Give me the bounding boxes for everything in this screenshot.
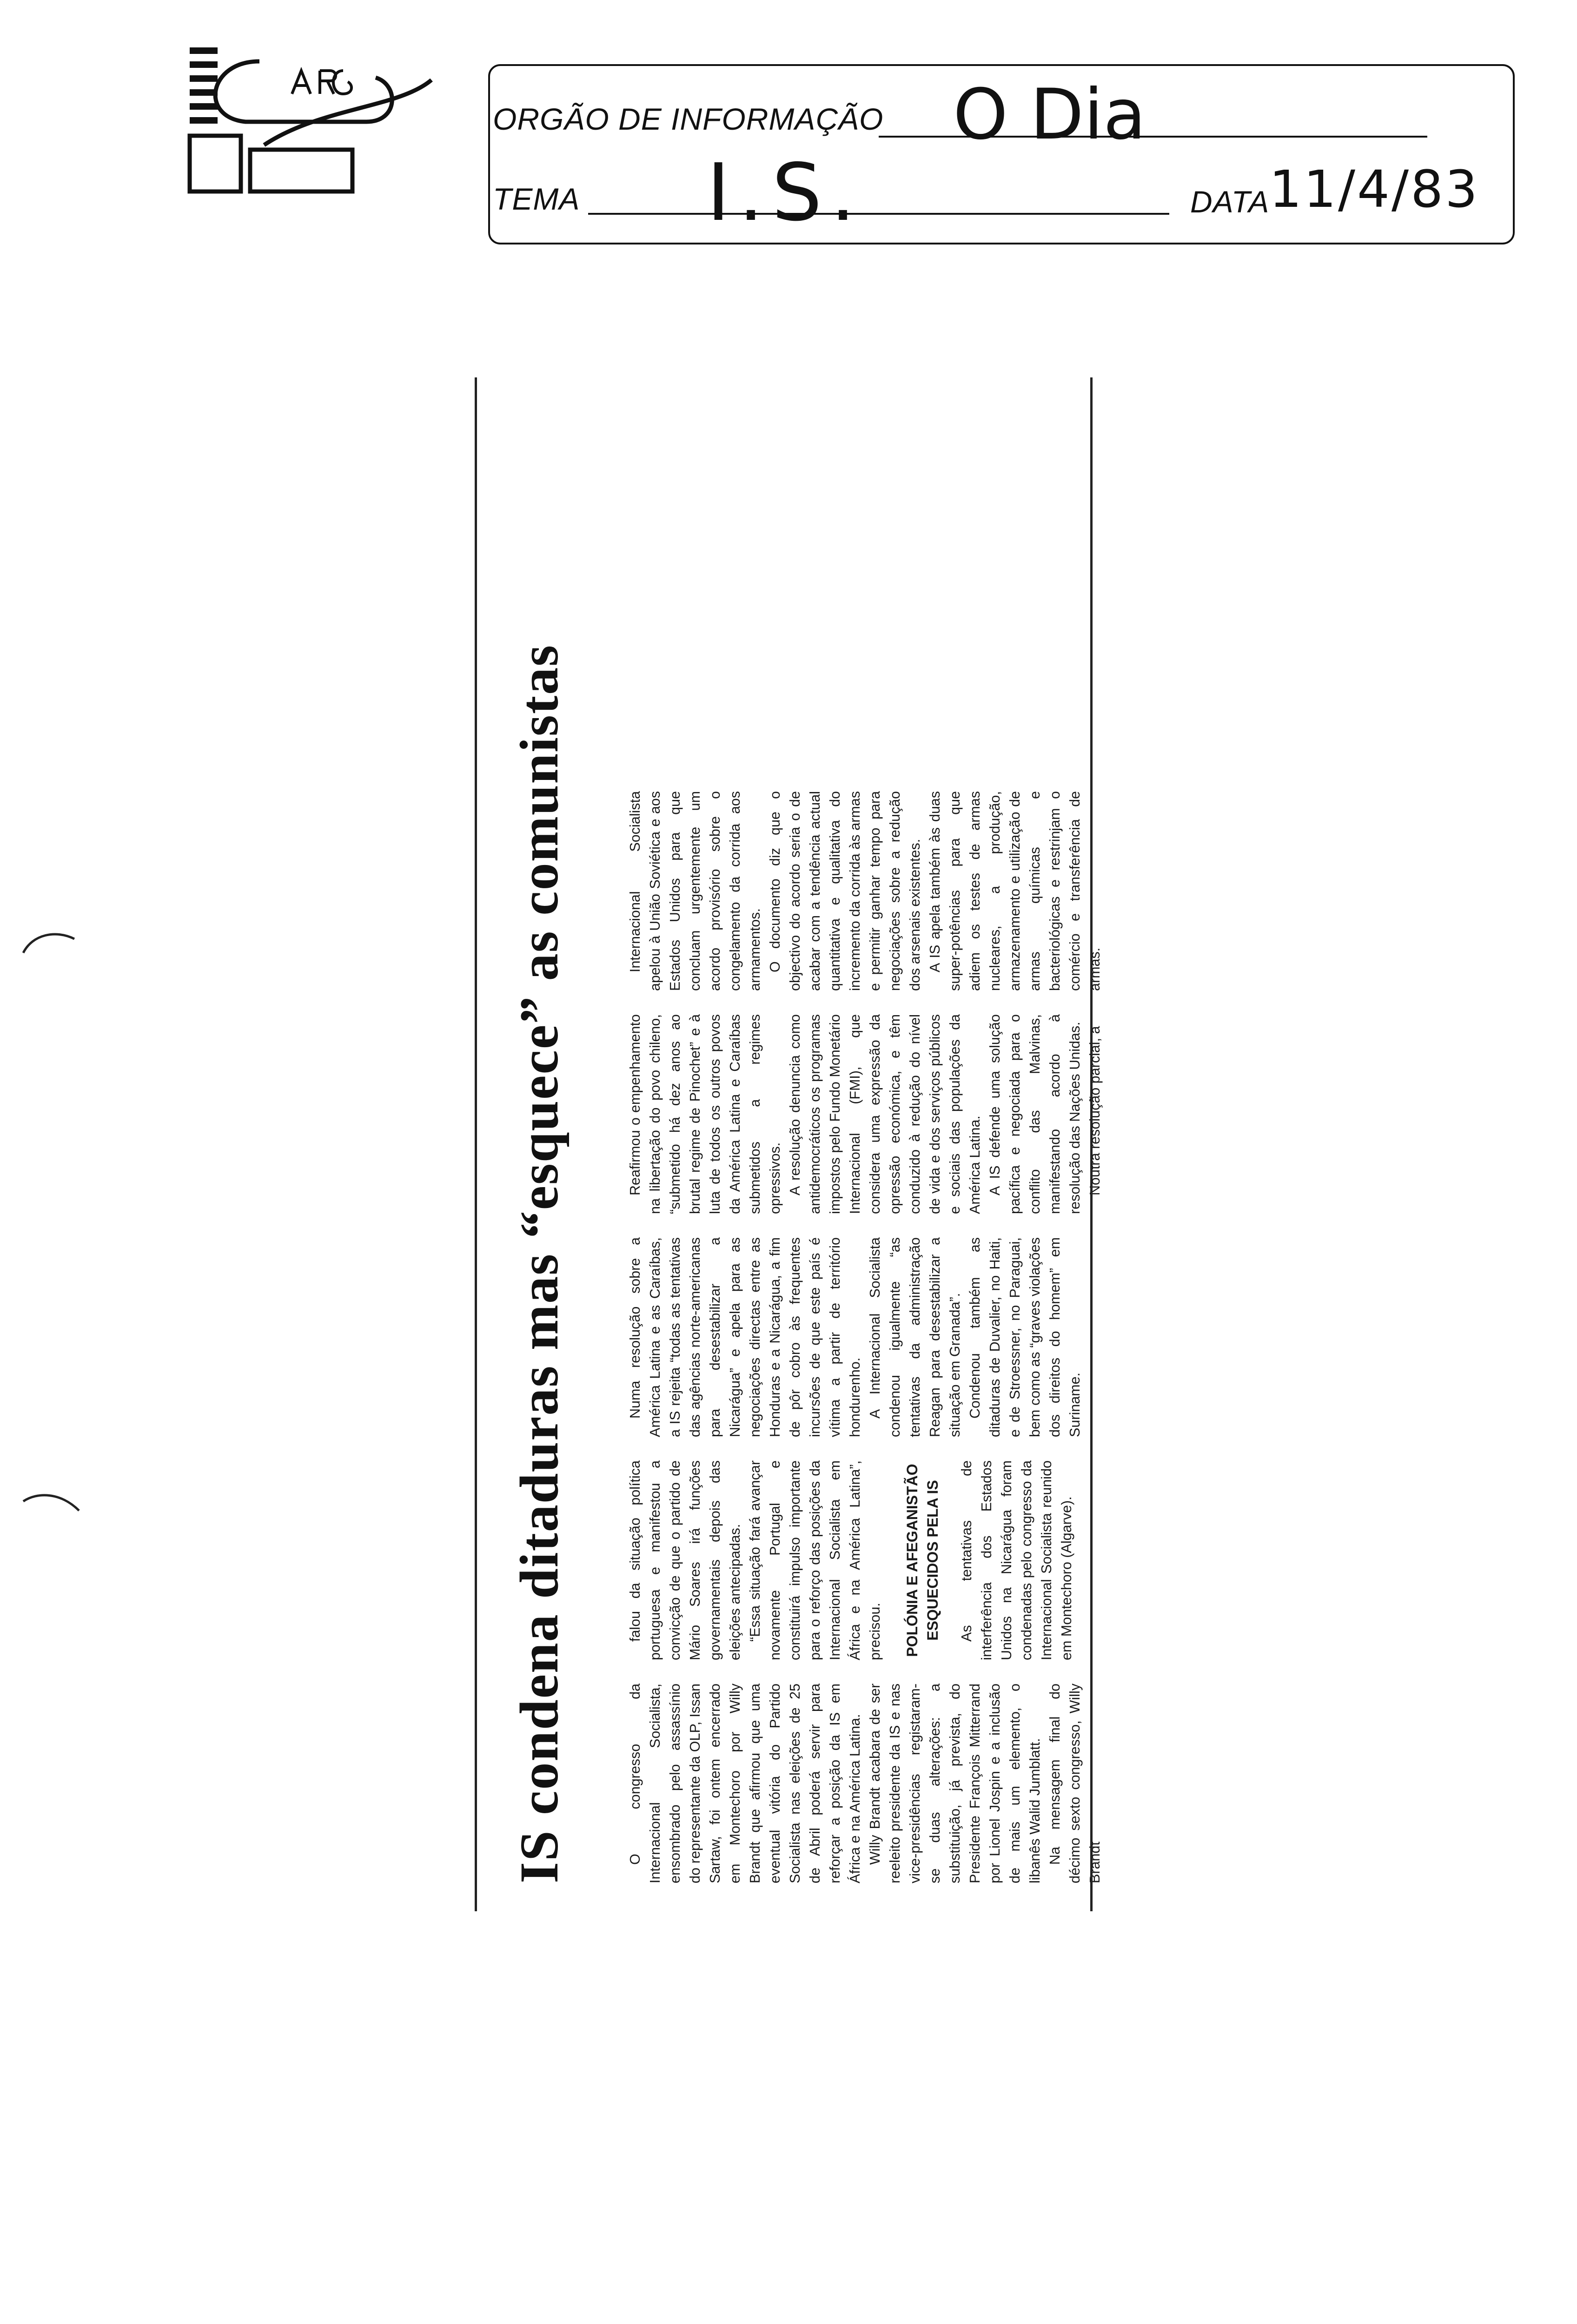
paragraph: Condenou também as ditaduras de Duvalier, no Haiti, e de Stroessner, no Paraguai, bem como as “graves violações dos direitos do homem” em Suriname.	[967, 1237, 1083, 1437]
paragraph: Willy Brandt acabara de ser reeleito presidente da IS e nas vice-presidências registaram-se duas alterações: a substituição, já prevista, do Presidente François Mitterrand por Lionel Jospin e a inclusão de mais um elemento, o libanês Walid Jumblatt.	[867, 1684, 1043, 1883]
tema-handwritten-value: I.S.	[707, 147, 864, 239]
paragraph: As tentativas de interferência dos Estados Unidos na Nicarágua foram condenadas pelo congresso da Internacional Socialista reunido em Montechoro (Algarve).	[959, 1460, 1074, 1660]
logo-bar	[190, 47, 218, 54]
column-5	[625, 791, 1105, 991]
paragraph: Numa resolução sobre a América Latina e as Caraíbas, a IS rejeita “todas as tentativas das agências norte-americanas para desestabilizar a Nicarágua” e apela para as negociações directas entre as Honduras e a Nicarágua, a fim de pôr cobro às frequentes incursões de que este país é vítima a partir de território hondurenho.	[627, 1237, 863, 1437]
logo-box	[250, 150, 352, 191]
column-2	[625, 1460, 1077, 1660]
column-3	[625, 1237, 1085, 1437]
paragraph: Noutra resolução parcial, a	[1087, 1026, 1103, 1195]
paragraph: Na mensagem final do décimo sexto congresso, Willy Brandt	[1047, 1684, 1103, 1883]
date-handwritten-value: 11/4/83	[1269, 159, 1480, 219]
paragraph: falou da situação política portuguesa e manifestou a convicção de que o partido de Mário Soares irá funções governamentais depois das eleições antecipadas.	[627, 1460, 743, 1660]
tema-line	[588, 213, 1169, 215]
column-4	[625, 1014, 1105, 1214]
logo-letter	[292, 71, 311, 94]
logo-arc	[264, 80, 431, 145]
tema-label: TEMA	[493, 182, 580, 216]
logo-bar	[190, 75, 218, 82]
paragraph: A resolução denuncia como antidemocráticos os programas impostos pelo Fundo Monetário Internacional (FMI), que considera uma expressão da opressão económica, e têm conduzido à redução do nível de vida e dos serviços públicos e sociais das populações da América Latina.	[787, 1014, 983, 1214]
logo-bar	[190, 117, 218, 124]
logo-letter	[333, 71, 351, 94]
logo-bar	[190, 103, 218, 110]
paragraph: Internacional Socialista apelou à União Soviética e aos Estados Unidos para que concluam urgentemente um acordo provisório sobre o congelamento da corrida aos armamentos.	[627, 791, 763, 991]
top-rule	[475, 377, 477, 1911]
logo-bar	[190, 89, 218, 96]
orgao-handwritten-value: O Dia	[953, 74, 1146, 155]
paragraph: “Essa situação fará avançar novamente Portugal e constituirá impulso importante para o reforço das posições da Internacional Socialista em África e na América Latina”, precisou.	[747, 1460, 883, 1660]
newspaper-clipping	[472, 331, 1123, 1911]
punch-hole-mark	[19, 920, 84, 962]
data-label: DATA	[1190, 185, 1270, 219]
orgao-label: ORGÃO DE INFORMAÇÃO	[493, 102, 884, 136]
paragraph: O congresso da Internacional Socialista, ensombrado pelo assassínio do representante da OLP, Issan Sartaw, foi ontem encerrado em Montechoro por Willy Brandt que afirmou que uma eventual vitória do Partido Socialista nas eleições de 25 de Abril poderá servir para reforçar a posição da IS em África e na América Latina.	[627, 1684, 863, 1883]
subheading: POLÓNIA E AFEGANISTÃO ESQUECIDOS PELA IS	[904, 1464, 941, 1657]
logo-swoosh	[215, 61, 392, 122]
punch-hole-mark	[19, 1483, 84, 1525]
paragraph: A IS apela também às duas super-potências para que adiem os testes de armas nucleares, a produção, armazenamento e utilização de armas químicas e bacteriológicas e restrinjam o comércio e transferência de armas.	[927, 791, 1103, 991]
logo-box	[190, 136, 241, 191]
paragraph: Reafirmou o empenhamento na libertação do povo chileno, “submetido há dez anos ao brutal regime de Pinochet” e à luta de todos os outros povos da América Latina e Caraíbas submetidos a regimes opressivos.	[627, 1014, 783, 1214]
column-1	[625, 1684, 1105, 1883]
paragraph: A Internacional Socialista condenou igualmente “as tentativas da administração Reagan para desestabilizar a situação em Granada”.	[867, 1237, 963, 1437]
archive-logo	[180, 29, 445, 205]
paragraph: O documento diz que o objectivo do acordo seria o de acabar com a tendência actual quantitativa e qualitativa do incremento da corrida às armas e permitir ganhar tempo para negociações sobre a redução dos arsenais existentes.	[767, 791, 923, 991]
paragraph: A IS defende uma solução pacífica e negociada para o conflito das Malvinas, manifestando acordo à resolução das Nações Unidas.	[987, 1014, 1083, 1214]
bottom-rule	[1090, 377, 1093, 1911]
headline: IS condena ditaduras mas “esquece” as comunistas	[509, 644, 570, 1883]
logo-bar	[190, 61, 218, 68]
